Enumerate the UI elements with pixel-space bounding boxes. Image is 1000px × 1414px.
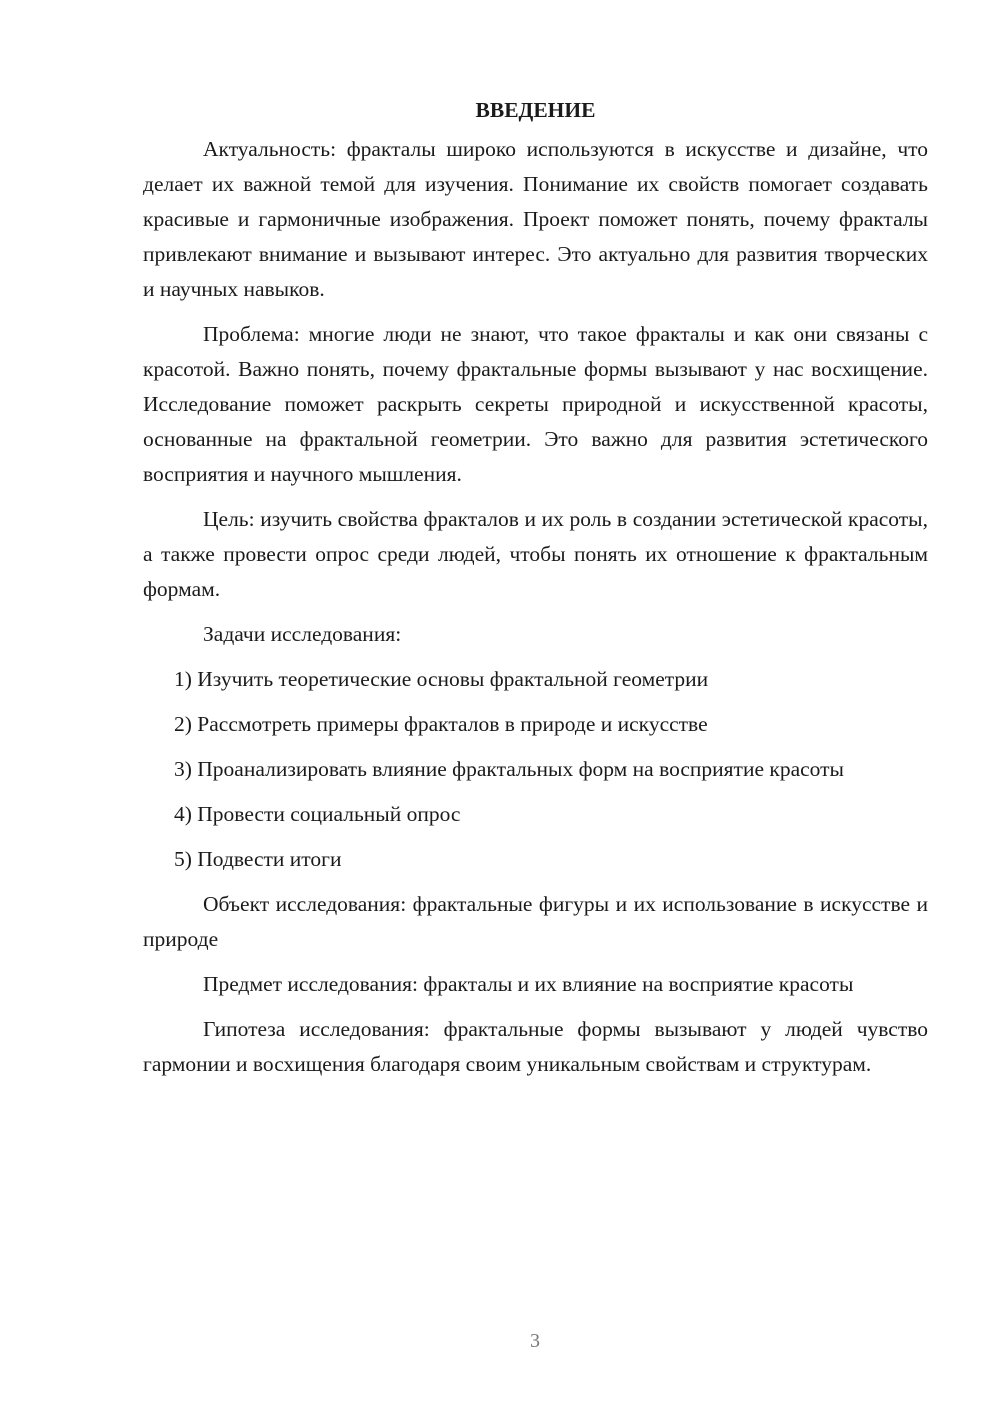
tasks-title: Задачи исследования: xyxy=(203,622,402,646)
relevance-paragraph: Актуальность: фракталы широко используются в искусстве и дизайне, что делает их важной темой для изучения. Понимание их свойств помогает создавать красивые и гармоничные изображения. Проект поможет понять, почему фракталы привлекают внимание и вызывают интерес. Это актуально для развития творческих и научных навыков. xyxy=(143,137,928,301)
page-heading: ВВЕДЕНИЕ xyxy=(475,98,596,122)
task-item-5: 5) Подвести итоги xyxy=(174,847,342,871)
object-paragraph: Объект исследования: фрактальные фигуры и их использование в искусстве и природе xyxy=(143,892,928,951)
task-item-2: 2) Рассмотреть примеры фракталов в природе и искусстве xyxy=(174,712,708,736)
problem-paragraph: Проблема: многие люди не знают, что такое фракталы и как они связаны с красотой. Важно понять, почему фрактальные формы вызывают у нас восхищение. Исследование поможет раскрыть секреты природной и искусственной красоты, основанные на фрактальной геометрии. Это важно для развития эстетического восприятия и научного мышления. xyxy=(143,322,928,486)
goal-paragraph: Цель: изучить свойства фракталов и их роль в создании эстетической красоты, а также провести опрос среди людей, чтобы понять их отношение к фрактальным формам. xyxy=(143,507,928,601)
page-number: 3 xyxy=(530,1330,540,1352)
subject-paragraph: Предмет исследования: фракталы и их влияние на восприятие красоты xyxy=(203,972,854,996)
hypothesis-paragraph: Гипотеза исследования: фрактальные формы вызывают у людей чувство гармонии и восхищения благодаря своим уникальным свойствам и структурам. xyxy=(143,1017,928,1076)
task-item-3: 3) Проанализировать влияние фрактальных форм на восприятие красоты xyxy=(174,757,844,781)
page-content xyxy=(143,93,928,1092)
task-item-1: 1) Изучить теоретические основы фрактальной геометрии xyxy=(174,667,709,691)
task-item-4: 4) Провести социальный опрос xyxy=(174,802,461,826)
